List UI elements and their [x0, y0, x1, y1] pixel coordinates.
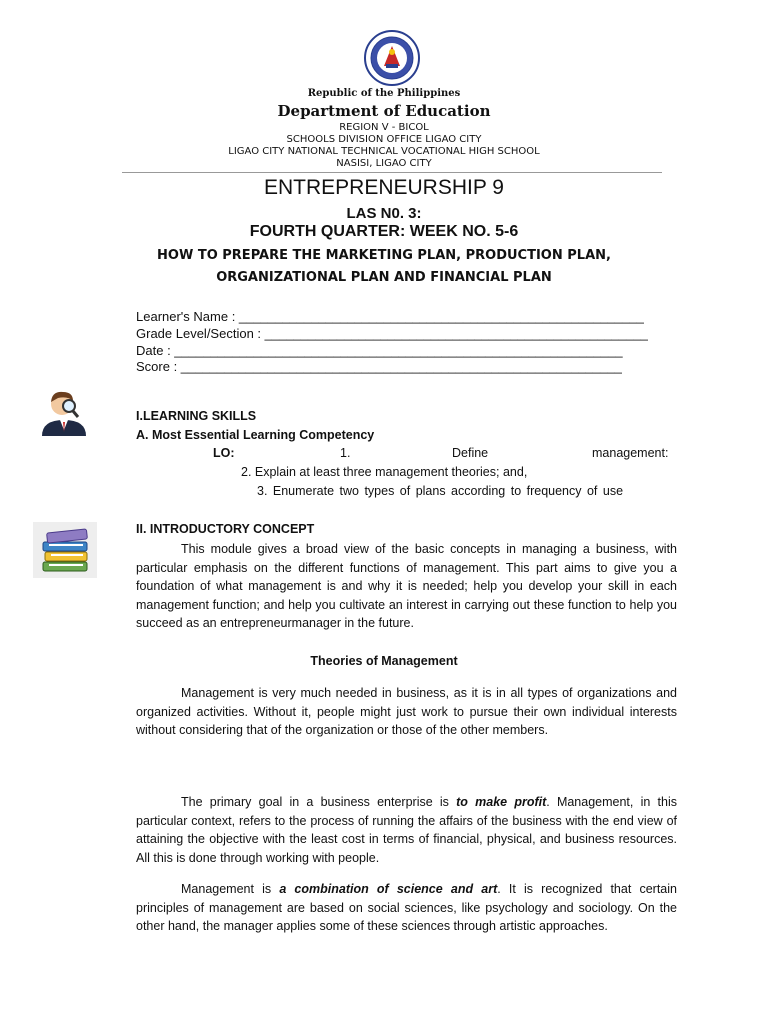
- region-line: REGION V - BICOL: [339, 122, 429, 133]
- lo3-text: 3. Enumerate two types of plans according to frequency of use: [257, 484, 624, 498]
- school-line: LIGAO CITY NATIONAL TECHNICAL VOCATIONAL HIGH SCHOOL: [228, 146, 540, 157]
- p2-emphasis: to make profit: [456, 795, 547, 809]
- p2-after: . Management, in this particular context, refers to the process of running the affairs of the business with the end view of attaining the objective with the least cost in terms of financial, physical, and business resources. All this is done through working with people.: [136, 795, 677, 865]
- lo1-text: Define: [452, 446, 489, 460]
- lo2-text: 2. Explain at least three management theories; and,: [241, 465, 528, 479]
- grade-section-field: Grade Level/Section : _____________________________________________________: [136, 326, 648, 341]
- learning-skills-heading: I.LEARNING SKILLS: [136, 409, 257, 423]
- department-name: Department of Education: [277, 102, 491, 120]
- theories-paragraph-2: [136, 793, 677, 867]
- theories-paragraph-3: [136, 880, 677, 936]
- theories-heading: Theories of Management: [310, 654, 458, 668]
- learner-name-field: Learner's Name : ________________________________________________________: [136, 309, 644, 324]
- lo1-number: 1.: [340, 446, 351, 460]
- books-icon: [33, 522, 97, 578]
- address-line: NASISI, LIGAO CITY: [336, 158, 432, 169]
- lo-label: LO:: [213, 446, 235, 460]
- quarter-week: FOURTH QUARTER: WEEK NO. 5-6: [249, 223, 519, 240]
- deped-seal-icon: [364, 30, 420, 86]
- p2-before: The primary goal in a business enterprise is: [181, 795, 457, 809]
- intro-paragraph: This module gives a broad view of the basic concepts in managing a business, with particular emphasis on the different functions of management. This part aims to give you a foundation of what management is and why it is needed; help you develop your skill in each management function; and help you cultivate an interest in carrying out these function to help you succeed as an entrepreneurmanager in the future.: [136, 542, 677, 630]
- subject-title: ENTREPRENEURSHIP 9: [263, 176, 504, 199]
- division-line: SCHOOLS DIVISION OFFICE LIGAO CITY: [286, 134, 482, 145]
- intro-heading: II. INTRODUCTORY CONCEPT: [136, 522, 315, 536]
- las-number: LAS N0. 3:: [346, 205, 422, 222]
- p3-emphasis: a combination of science and art: [279, 882, 498, 896]
- topic-line-2: ORGANIZATIONAL PLAN AND FINANCIAL PLAN: [216, 270, 552, 285]
- student-magnifier-icon: [38, 386, 90, 438]
- republic-line: Republic of the Philippines: [307, 88, 461, 99]
- theories-paragraph-1: Management is very much needed in business, as it is in all types of organizations and organized activities. Without it, people might just work to pursue their own individual interests without considering that of the organization or those of the other members.: [136, 686, 677, 737]
- topic-line-1: HOW TO PREPARE THE MARKETING PLAN, PRODUCTION PLAN,: [157, 248, 611, 263]
- lo1-end: management:: [592, 446, 669, 460]
- competency-heading: A. Most Essential Learning Competency: [136, 428, 375, 442]
- p3-after: . It is recognized that certain principles of management are based on social sciences, like psychology and sociology. On the other hand, the manager applies some of these sciences through artistic approaches.: [136, 882, 677, 933]
- header-divider: [122, 172, 662, 173]
- p3-before: Management is: [181, 882, 280, 896]
- score-field: Score : _____________________________________________________________: [136, 359, 622, 374]
- date-field: Date : ______________________________________________________________: [136, 343, 623, 358]
